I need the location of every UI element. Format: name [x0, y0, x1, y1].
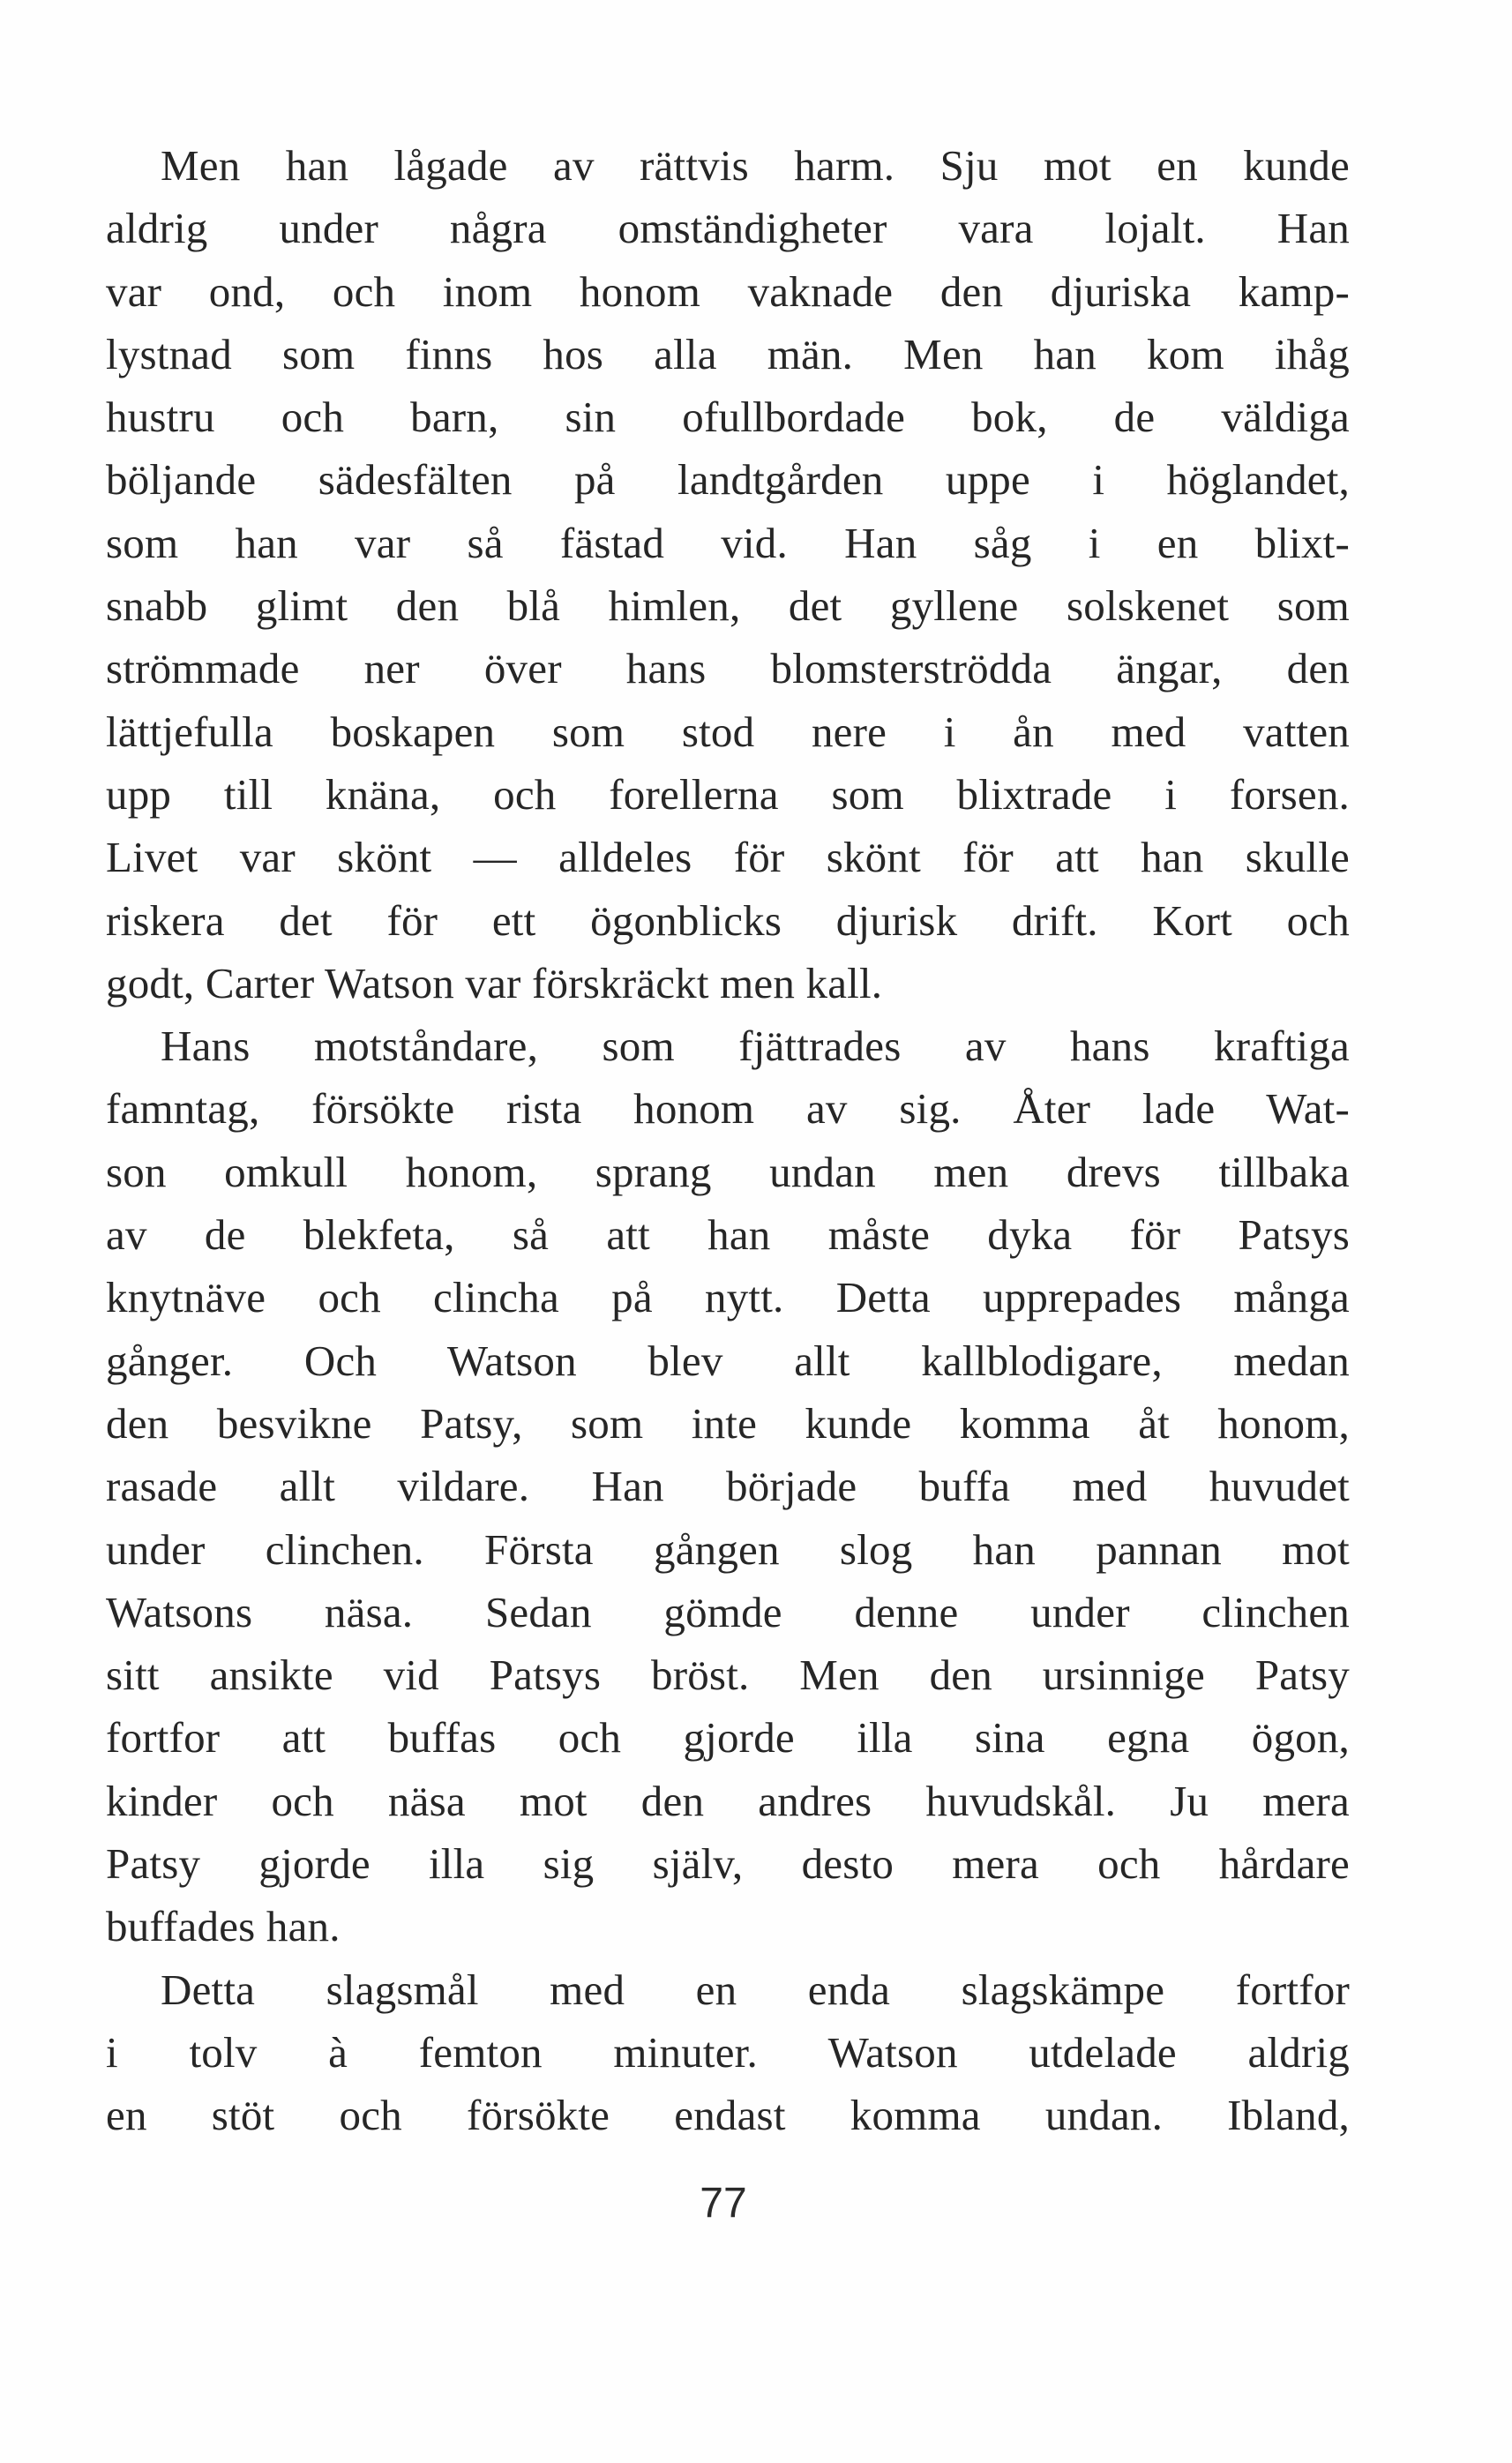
text-line: knytnäve och clincha på nytt. Detta upprepades många — [106, 1273, 1350, 1322]
text-line: Detta slagsmål med en enda slagskämpe fortfor — [161, 1965, 1350, 2014]
text-line: strömmade ner över hans blomsterströdda ängar, den — [106, 644, 1350, 693]
text-line: aldrig under några omständigheter vara lojalt. Han — [106, 204, 1350, 253]
text-line: snabb glimt den blå himlen, det gyllene solskenet som — [106, 581, 1350, 631]
text-line: hustru och barn, sin ofullbordade bok, de väldiga — [106, 393, 1350, 442]
text-line: en stöt och försökte endast komma undan. Ibland, — [106, 2091, 1350, 2140]
page-number: 77 — [700, 2180, 747, 2227]
text-line: gånger. Och Watson blev allt kallblodigare, medan — [106, 1336, 1350, 1385]
text-line: buffades han. — [106, 1902, 341, 1951]
text-line: lystnad som finns hos alla män. Men han kom ihåg — [106, 329, 1350, 378]
text-line: av de blekfeta, så att han måste dyka för Patsys — [106, 1210, 1350, 1260]
text-line: fortfor att buffas och gjorde illa sina egna ögon, — [106, 1713, 1350, 1763]
text-line: Patsy gjorde illa sig själv, desto mera och hårdare — [106, 1839, 1350, 1889]
text-line: upp till knäna, och forellerna som blixtrade i forsen. — [106, 769, 1350, 819]
text-line: böljande sädesfälten på landtgården uppe i höglandet, — [106, 455, 1350, 505]
text-line: sitt ansikte vid Patsys bröst. Men den ursinnige Patsy — [106, 1651, 1350, 1700]
text-line: under clinchen. Första gången slog han pannan mot — [106, 1524, 1350, 1574]
text-line: den besvikne Patsy, som inte kunde komma åt honom, — [106, 1398, 1350, 1448]
text-line: lättjefulla boskapen som stod nere i ån med vatten — [106, 707, 1350, 756]
text-line: Livet var skönt — alldeles för skönt för att han skulle — [106, 833, 1350, 882]
text-line: Hans motståndare, som fjättrades av hans kraftiga — [161, 1022, 1350, 1071]
text-line: som han var så fästad vid. Han såg i en blixt- — [106, 518, 1350, 567]
text-line: var ond, och inom honom vaknade den djuriska kamp- — [106, 266, 1350, 316]
text-line: famntag, försökte rista honom av sig. Åter lade Wat- — [106, 1084, 1350, 1134]
text-line: Watsons näsa. Sedan gömde denne under clinchen — [106, 1587, 1350, 1636]
text-line: son omkull honom, sprang undan men drevs tillbaka — [106, 1147, 1350, 1196]
text-line: i tolv à femton minuter. Watson utdelade aldrig — [106, 2027, 1350, 2077]
text-line: kinder och näsa mot den andres huvudskål. Ju mera — [106, 1776, 1350, 1825]
text-line: godt, Carter Watson var förskräckt men kall. — [106, 958, 883, 1007]
body-text — [106, 134, 1350, 2147]
text-line: riskera det för ett ögonblicks djurisk drift. Kort och — [106, 895, 1350, 945]
text-line: Men han lågade av rättvis harm. Sju mot en kunde — [161, 141, 1350, 190]
text-line: rasade allt vildare. Han började buffa med huvudet — [106, 1462, 1350, 1511]
